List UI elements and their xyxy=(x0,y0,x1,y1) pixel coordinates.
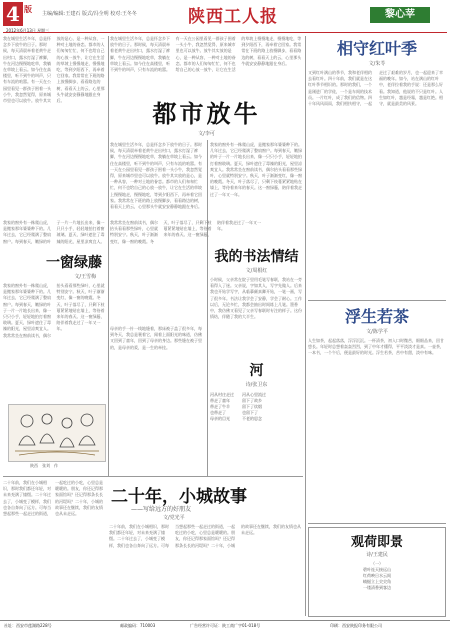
article-shufa xyxy=(210,246,303,356)
poem-he xyxy=(210,360,303,472)
article-xiangcheng xyxy=(3,480,303,616)
footer xyxy=(0,620,450,629)
issue-date: 2012年6月13日 星期三 xyxy=(6,28,50,33)
article-dushi-continued xyxy=(110,142,205,322)
article-author: 文/周根红 xyxy=(245,268,268,274)
column-divider xyxy=(305,36,306,616)
article-body: 我家的窗外有一株爬山虎，是搬家那年婆婆种下的。几年过去，它已经爬满了整扇窗户。每到春天，嫩绿的叶子一片一片地长出来，像一只只小手，轻轻地拍打着窗玻璃。夏天，绿叶遮住了毒辣的阳光，屋里凉爽宜人。我常常坐在窗前读书，偶尔抬头看看那些绿叶，心里就特别安宁。秋天，叶子渐渐变红，像一窗的晚霞。冬天，叶子落尽了，只剩下枝蔓紧紧地贴在墙上，等待着来年的春天。这一窗绿藤，陪伴着我走过了一年又一年。 xyxy=(3,220,261,244)
section-tag: 黎心苹 xyxy=(370,7,430,23)
article-dushi xyxy=(110,36,303,138)
footer-license: 广告经营许可证：陕工商广字01-018号 xyxy=(190,623,261,628)
poem-stanza: 河从村庄走过 带走了童年 带走了牛羊 也带走了 母亲的目光 xyxy=(210,392,234,421)
article-dushi-part1 xyxy=(3,36,106,216)
article-subtitle: ——写给远方的好朋友 xyxy=(131,506,192,513)
article-author: 文/朱苓 xyxy=(368,61,386,67)
article-title: 都市放牛 xyxy=(152,99,261,128)
article-author: 文/王雪梅 xyxy=(74,274,96,280)
article-author: 文/李可 xyxy=(198,131,215,137)
article-body: 母亲的手一针一线地缝着，那床被子盖了很多年，每到冬天，我总是裹着它，闻着上面阳光的味道，仿佛又回到了童年，回到了母亲的身边。那些缝在被子里的，是母亲的爱，是一生的牵挂。 xyxy=(110,326,202,350)
article-yichuang-continued xyxy=(210,142,303,242)
article-author: 文/陈学平 xyxy=(366,329,388,335)
page-number: 4 xyxy=(3,2,23,26)
article-title: 我的书法情结 xyxy=(214,249,299,265)
section-divider xyxy=(3,476,303,477)
page-label: 版 xyxy=(24,5,32,14)
poem-body: （一） 碧叶连天接远山 红荷映日水云间 蜻蜓立上尖尖角 一缕清香到客边 xyxy=(363,561,391,590)
article-author: 文/党光平 xyxy=(163,515,185,521)
poem-guanqi xyxy=(308,527,446,617)
article-body: 我在城里生活多年，总是怀念乡下放牛的日子。那时候，每天清晨牵着老黄牛走出村口，露水打湿了裤脚，牛在河边慢慢地吃草，我躺在草坡上看云。如今住在高楼里，听不到牛的叫声，只有车流的喧嚣。有一天在公园里看见一群孩子围着一头小牛，我忽然觉得，原来城市里也可以放牛。放牛其实放的是心，是一种从容，一种对土地的眷恋。都市的人们匆匆忙忙，何不也给自己的心放一放牛，让它在生活的草坡上慢慢地走，慢慢地吃，等到夕阳西下，再牵着它回家。我常常在下班的路上放慢脚步，看看路边的树，看看天上的云，心里那头牛就安安静静地跟在身后。 xyxy=(110,142,202,210)
article-body: 我在城里生活多年，总是怀念乡下放牛的日子。那时候，每天清晨牵着老黄牛走出村口，露水打湿了裤脚，牛在河边慢慢地吃草，我躺在草坡上看云。如今住在高楼里，听不到牛的叫声，只有车流的喧嚣。有一天在公园里看见一群孩子围着一头小牛，我忽然觉得，原来城市里也可以放牛。放牛其实放的是心，是一种从容，一种对土地的眷恋。都市的人们匆匆忙忙，何不也给自己的心放一放牛，让它在生活的草坡上慢慢地走，慢慢地吃，等到夕阳西下，再牵着它回家。我常常在下班的路上放慢脚步，看看路边的树，看看天上的云，心里那头牛就安安静静地跟在身后。 xyxy=(3,36,105,104)
column-divider xyxy=(108,36,109,476)
footer-printer: 印刷：西安陕报印务有限公司 xyxy=(330,623,382,628)
article-body: 又到红叶满山的季节，我和老伴相约去看红叶。四十年前，我们就是在这红叶季节相识的。那时的我们，一个是刚进厂的学徒，一个是车间的技术员。一片红叶，成了我们的信物。四十年风风雨雨，我们相扶相守，一起走过了艰难的岁月，也一起迎来了幸福的晚年。如今，站在满山的红叶中，老伴拉着我的手说：还是那么好看。我知道，他说的不只是红叶。人生如红叶，越是经霜，越是红艳。相守，就是最美的风景。 xyxy=(308,70,443,107)
poem-stanza: 河从心里流过 留下了故乡 留下了炊烟 也留下了 不老的思念 xyxy=(242,392,266,421)
column-divider xyxy=(207,140,208,476)
article-title: 一窗绿藤 xyxy=(46,255,102,271)
photo-caption: 陕西 张刘 作 xyxy=(30,463,58,468)
article-fusheng xyxy=(308,304,446,520)
family-illustration xyxy=(9,405,105,461)
article-body: 小时候，父亲常在院子里用毛笔写春联，我站在一旁看得入了迷。父亲说，字如其人，写字先做人。后来我也开始学写字，从临摹颜真卿开始，一笔一画，写了很多年。书法让我学会了安静，学会了耐心。工作以后，无论多忙，我都会抽出时间练上几笔。墨香中，我仿佛又看见了父亲写春联时专注的样子。这份情结，伴随了我的大半生。 xyxy=(210,277,302,320)
newspaper-title: 陕西工人报 xyxy=(188,7,278,27)
article-xianghong xyxy=(308,36,446,298)
article-body: 我家的窗外有一株爬山虎，是搬家那年婆婆种下的。几年过去，它已经爬满了整扇窗户。每到春天，嫩绿的叶子一片一片地长出来，像一只只小手，轻轻地拍打着窗玻璃。夏天，绿叶遮住了毒辣的阳光，屋里凉爽宜人。我常常坐在窗前读书，偶尔抬头看看那些绿叶，心里就特别安宁。秋天，叶子渐渐变红，像一窗的晚霞。冬天，叶子落尽了，只剩下枝蔓紧紧地贴在墙上，等待着来年的春天。这一窗绿藤，陪伴着我走过了一年又一年。 xyxy=(3,283,105,338)
footer-address: 社址：西安市莲湖路228号 xyxy=(4,623,52,628)
footer-postcode: 邮政编码：710003 xyxy=(120,623,156,628)
poem-author: 诗/王建民 xyxy=(366,552,388,558)
article-title: 浮生若茶 xyxy=(344,307,409,326)
article-quilt-text xyxy=(110,326,205,471)
article-title: 相守红叶季 xyxy=(336,39,417,58)
article-body: 二十年前，我们在小城相识，那时我们都还年轻，对未来充满了憧憬。二十年过去了，小城变了模样，我们也各自奔向了远方。可每当想起那些一起走过的街道，一起吃过的小吃，心里总是暖暖的。朋友，你还记得那家面馆吗？还记得那条长长的河堤吗？二十年，小城的故事还在继续，我们的友情也从未走远。 xyxy=(3,480,103,517)
poem-title: 观荷即景 xyxy=(350,535,403,550)
masthead-rule xyxy=(3,32,447,33)
editor-credits: 主编/编辑:王建石 版式/冯全明 校对:王冬冬 xyxy=(42,11,137,17)
poem-title: 河 xyxy=(249,363,264,379)
article-body: 人生如茶，起起落落，浮浮沉沉。一杯清茶，初入口时微苦，细细品来，回甘悠长。年轻时总想着轰轰烈烈，到了中年才懂得，平平淡淡才是真。一壶茶，一本书，一个午后，便是最好的时光。浮生若茶，苦中有甜，淡中有味。 xyxy=(308,338,444,356)
poem-author: 诗/张卫东 xyxy=(245,382,268,388)
article-body: 二十年前，我们在小城相识，那时我们都还年轻，对未来充满了憧憬。二十年过去了，小城变了模样，我们也各自奔向了远方。可每当想起那些一起走过的街道，一起吃过的小吃，心里总是暖暖的。朋友，你还记得那家面馆吗？还记得那条长长的河堤吗？二十年，小城的故事还在继续，我们的友情也从未走远。 xyxy=(109,524,301,548)
illustration-photo xyxy=(8,404,106,462)
article-title: 二十年，小城故事 xyxy=(111,487,247,507)
article-body: 我在城里生活多年，总是怀念乡下放牛的日子。那时候，每天清晨牵着老黄牛走出村口，露水打湿了裤脚，牛在河边慢慢地吃草，我躺在草坡上看云。如今住在高楼里，听不到牛的叫声，只有车流的喧嚣。有一天在公园里看见一群孩子围着一头小牛，我忽然觉得，原来城市里也可以放牛。放牛其实放的是心，是一种从容，一种对土地的眷恋。都市的人们匆匆忙忙，何不也给自己的心放一放牛，让它在生活的草坡上慢慢地走，慢慢地吃，等到夕阳西下，再牵着它回家。我常常在下班的路上放慢脚步，看看路边的树，看看天上的云，心里那头牛就安安静静地跟在身后。 xyxy=(110,36,302,73)
article-body: 我家的窗外有一株爬山虎，是搬家那年婆婆种下的。几年过去，它已经爬满了整扇窗户。每到春天，嫩绿的叶子一片一片地长出来，像一只只小手，轻轻地拍打着窗玻璃。夏天，绿叶遮住了毒辣的阳光，屋里凉爽宜人。我常常坐在窗前读书，偶尔抬头看看那些绿叶，心里就特别安宁。秋天，叶子渐渐变红，像一窗的晚霞。冬天，叶子落尽了，只剩下枝蔓紧紧地贴在墙上，等待着来年的春天。这一窗绿藤，陪伴着我走过了一年又一年。 xyxy=(210,142,302,197)
